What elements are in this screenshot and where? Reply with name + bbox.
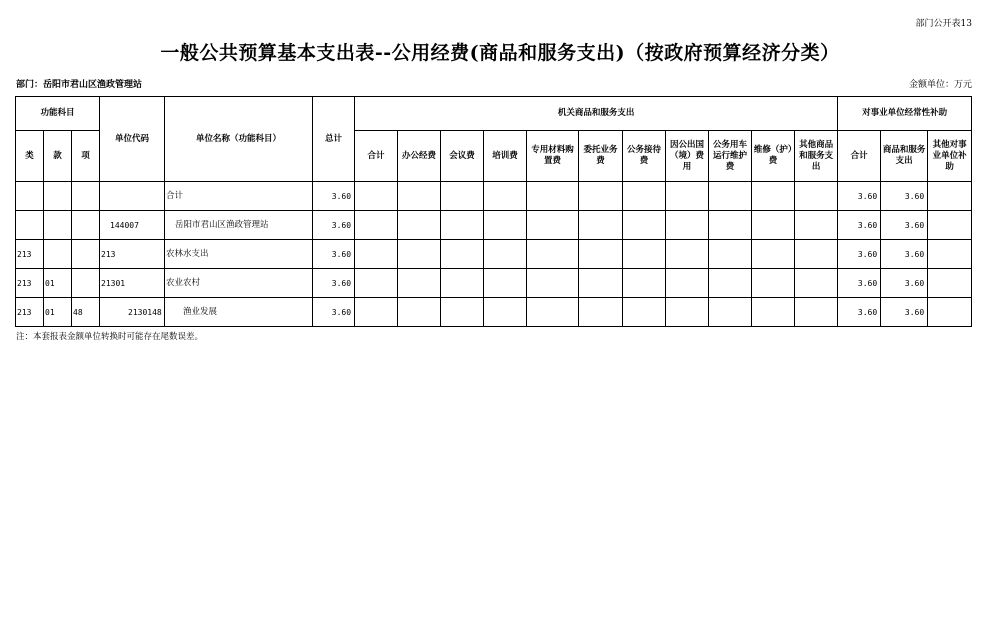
table-row bbox=[16, 269, 972, 298]
g2-goods-cell: 3.60 bbox=[881, 269, 928, 298]
total-cell: 3.60 bbox=[313, 240, 355, 269]
institution-subsidy-header: 对事业单位经常性补助 bbox=[838, 97, 972, 131]
unit-code-header: 单位代码 bbox=[100, 97, 165, 182]
code-cell: 2130148 bbox=[100, 298, 165, 327]
xiang-cell bbox=[72, 211, 100, 240]
lei-cell: 213 bbox=[16, 240, 44, 269]
g1-col-header: 培训费 bbox=[484, 131, 527, 182]
department-label: 部门：岳阳市君山区渔政管理站 bbox=[16, 80, 143, 90]
g2-col-header: 合计 bbox=[838, 131, 881, 182]
kuan-cell bbox=[44, 211, 72, 240]
kuan-header: 款 bbox=[44, 131, 72, 182]
g1-col-header: 公务接待费 bbox=[623, 131, 666, 182]
g2-total-cell: 3.60 bbox=[838, 182, 881, 211]
code-cell bbox=[100, 182, 165, 211]
g1-col-header: 办公经费 bbox=[398, 131, 441, 182]
code-cell: 21301 bbox=[100, 269, 165, 298]
g2-goods-cell: 3.60 bbox=[881, 298, 928, 327]
footnote: 注：本套报表金额单位转换时可能存在尾数误差。 bbox=[16, 332, 204, 342]
total-cell: 3.60 bbox=[313, 269, 355, 298]
g2-total-cell: 3.60 bbox=[838, 269, 881, 298]
g2-col-header: 其他对事业单位补助 bbox=[928, 131, 972, 182]
g1-col-header: 维修（护）费 bbox=[752, 131, 795, 182]
g2-total-cell: 3.60 bbox=[838, 211, 881, 240]
g2-total-cell: 3.60 bbox=[838, 298, 881, 327]
total-cell: 3.60 bbox=[313, 182, 355, 211]
g2-goods-cell: 3.60 bbox=[881, 182, 928, 211]
kuan-cell bbox=[44, 182, 72, 211]
lei-cell bbox=[16, 211, 44, 240]
func-subject-header: 功能科目 bbox=[16, 97, 100, 131]
amount-unit-label: 金额单位：万元 bbox=[908, 80, 972, 90]
g2-col-header: 商品和服务支出 bbox=[881, 131, 928, 182]
g1-col-header: 公务用车运行维护费 bbox=[709, 131, 752, 182]
g1-col-header: 因公出国（境）费用 bbox=[666, 131, 709, 182]
total-cell: 3.60 bbox=[313, 298, 355, 327]
table-row bbox=[16, 211, 972, 240]
budget-table bbox=[15, 96, 972, 327]
g1-col-header: 其他商品和服务支出 bbox=[795, 131, 838, 182]
table-row bbox=[16, 240, 972, 269]
g2-goods-cell: 3.60 bbox=[881, 211, 928, 240]
form-number: 部门公开表13 bbox=[915, 19, 972, 29]
kuan-cell: 01 bbox=[44, 298, 72, 327]
xiang-cell bbox=[72, 182, 100, 211]
name-cell: 农业农村 bbox=[165, 269, 313, 298]
name-cell: 农林水支出 bbox=[165, 240, 313, 269]
g2-total-cell: 3.60 bbox=[838, 240, 881, 269]
table-row bbox=[16, 298, 972, 327]
unit-name-header: 单位名称（功能科目） bbox=[165, 97, 313, 182]
lei-header: 类 bbox=[16, 131, 44, 182]
code-cell: 144007 bbox=[100, 211, 165, 240]
kuan-cell: 01 bbox=[44, 269, 72, 298]
total-header: 总计 bbox=[313, 97, 355, 182]
table-row bbox=[16, 182, 972, 211]
g1-col-header: 合计 bbox=[355, 131, 398, 182]
xiang-cell bbox=[72, 269, 100, 298]
lei-cell bbox=[16, 182, 44, 211]
kuan-cell bbox=[44, 240, 72, 269]
g2-goods-cell: 3.60 bbox=[881, 240, 928, 269]
total-cell: 3.60 bbox=[313, 211, 355, 240]
page-title: 一般公共预算基本支出表--公用经费(商品和服务支出)（按政府预算经济分类） bbox=[160, 42, 840, 64]
name-cell: 合计 bbox=[165, 182, 313, 211]
g1-col-header: 委托业务费 bbox=[579, 131, 623, 182]
code-cell: 213 bbox=[100, 240, 165, 269]
lei-cell: 213 bbox=[16, 269, 44, 298]
org-goods-services-header: 机关商品和服务支出 bbox=[355, 97, 838, 131]
name-cell: 渔业发展 bbox=[165, 298, 313, 327]
lei-cell: 213 bbox=[16, 298, 44, 327]
g1-col-header: 专用材料购置费 bbox=[527, 131, 579, 182]
g1-col-header: 会议费 bbox=[441, 131, 484, 182]
xiang-header: 项 bbox=[72, 131, 100, 182]
xiang-cell bbox=[72, 240, 100, 269]
xiang-cell: 48 bbox=[72, 298, 100, 327]
name-cell: 岳阳市君山区渔政管理站 bbox=[165, 211, 313, 240]
